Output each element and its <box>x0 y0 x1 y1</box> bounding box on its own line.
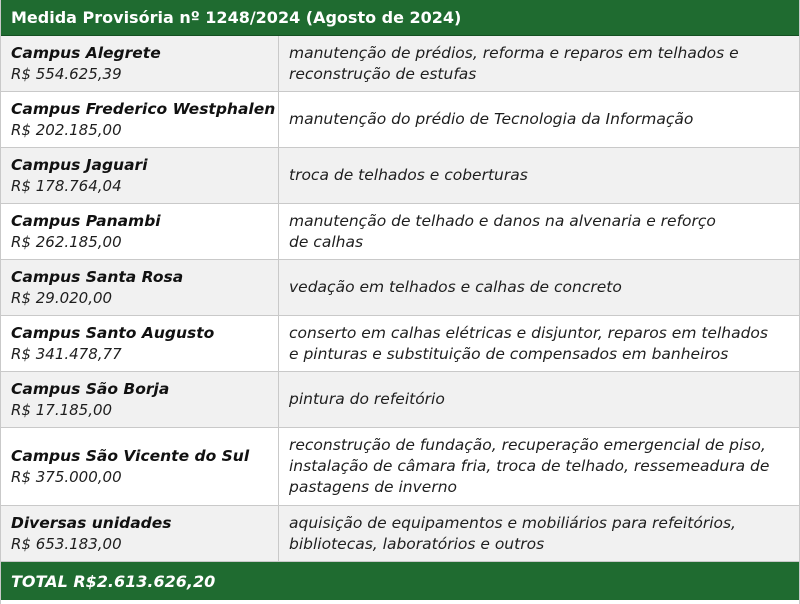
campus-cell <box>1 92 279 147</box>
campus-cell <box>1 204 279 259</box>
campus-name: Campus Alegrete <box>11 43 161 62</box>
table-row <box>1 506 799 562</box>
table-rows <box>1 36 799 562</box>
campus-name: Campus Santo Augusto <box>11 323 215 342</box>
table-row <box>1 428 799 506</box>
campus-cell <box>1 506 279 561</box>
campus-description: vedação em telhados e calhas de concreto <box>289 278 622 296</box>
campus-cell <box>1 372 279 427</box>
campus-cell <box>1 316 279 371</box>
campus-description: reconstrução de fundação, recuperação emergencial de piso, instalação de câmara fria, troca de telhado, ressemeadura de pastagens de inverno <box>289 436 770 496</box>
description-cell <box>279 316 799 371</box>
campus-description: manutenção de telhado e danos na alvenaria e reforço de calhas <box>289 211 716 251</box>
table-title: Medida Provisória nº 1248/2024 (Agosto de 2024) <box>11 8 462 27</box>
campus-amount: R$ 178.764,04 <box>11 176 122 195</box>
description-cell <box>279 506 799 561</box>
campus-description: aquisição de equipamentos e mobiliários para refeitórios, bibliotecas, laboratórios e outros <box>289 513 736 553</box>
description-cell <box>279 372 799 427</box>
campus-name: Campus São Borja <box>11 379 170 398</box>
campus-description: manutenção do prédio de Tecnologia da Informação <box>289 110 694 128</box>
campus-amount: R$ 375.000,00 <box>11 467 122 486</box>
description-cell <box>279 204 799 259</box>
campus-name: Campus Santa Rosa <box>11 267 184 286</box>
description-cell <box>279 92 799 147</box>
campus-amount: R$ 29.020,00 <box>11 288 113 307</box>
campus-amount: R$ 653.183,00 <box>11 534 122 553</box>
campus-name: Campus Frederico Westphalen <box>11 99 276 118</box>
description-cell <box>279 148 799 203</box>
campus-cell <box>1 36 279 91</box>
table-header <box>1 0 799 36</box>
description-cell <box>279 428 799 505</box>
table-row <box>1 372 799 428</box>
campus-name: Campus Jaguari <box>11 155 148 174</box>
campus-cell <box>1 428 279 505</box>
table-row <box>1 316 799 372</box>
campus-name: Campus São Vicente do Sul <box>11 446 250 465</box>
campus-description: troca de telhados e coberturas <box>289 166 528 184</box>
campus-description: manutenção de prédios, reforma e reparos em telhados e reconstrução de estufas <box>289 43 739 83</box>
campus-cell <box>1 260 279 315</box>
campus-name: Diversas unidades <box>11 513 172 532</box>
campus-amount: R$ 17.185,00 <box>11 400 113 419</box>
campus-name: Campus Panambi <box>11 211 161 230</box>
campus-description: pintura do refeitório <box>289 390 445 408</box>
campus-amount: R$ 262.185,00 <box>11 232 122 251</box>
table-footer <box>1 562 799 600</box>
campus-amount: R$ 554.625,39 <box>11 64 122 83</box>
campus-amount: R$ 341.478,77 <box>11 344 122 363</box>
table-row <box>1 204 799 260</box>
campus-cell <box>1 148 279 203</box>
description-cell <box>279 260 799 315</box>
table-row <box>1 260 799 316</box>
campus-amount: R$ 202.185,00 <box>11 120 122 139</box>
total-amount: TOTAL R$2.613.626,20 <box>11 571 216 591</box>
description-cell <box>279 36 799 91</box>
campus-description: conserto em calhas elétricas e disjuntor, reparos em telhados e pinturas e substituição de compensados em banheiros <box>289 323 768 363</box>
table-row <box>1 148 799 204</box>
table-row <box>1 92 799 148</box>
table-row <box>1 36 799 92</box>
